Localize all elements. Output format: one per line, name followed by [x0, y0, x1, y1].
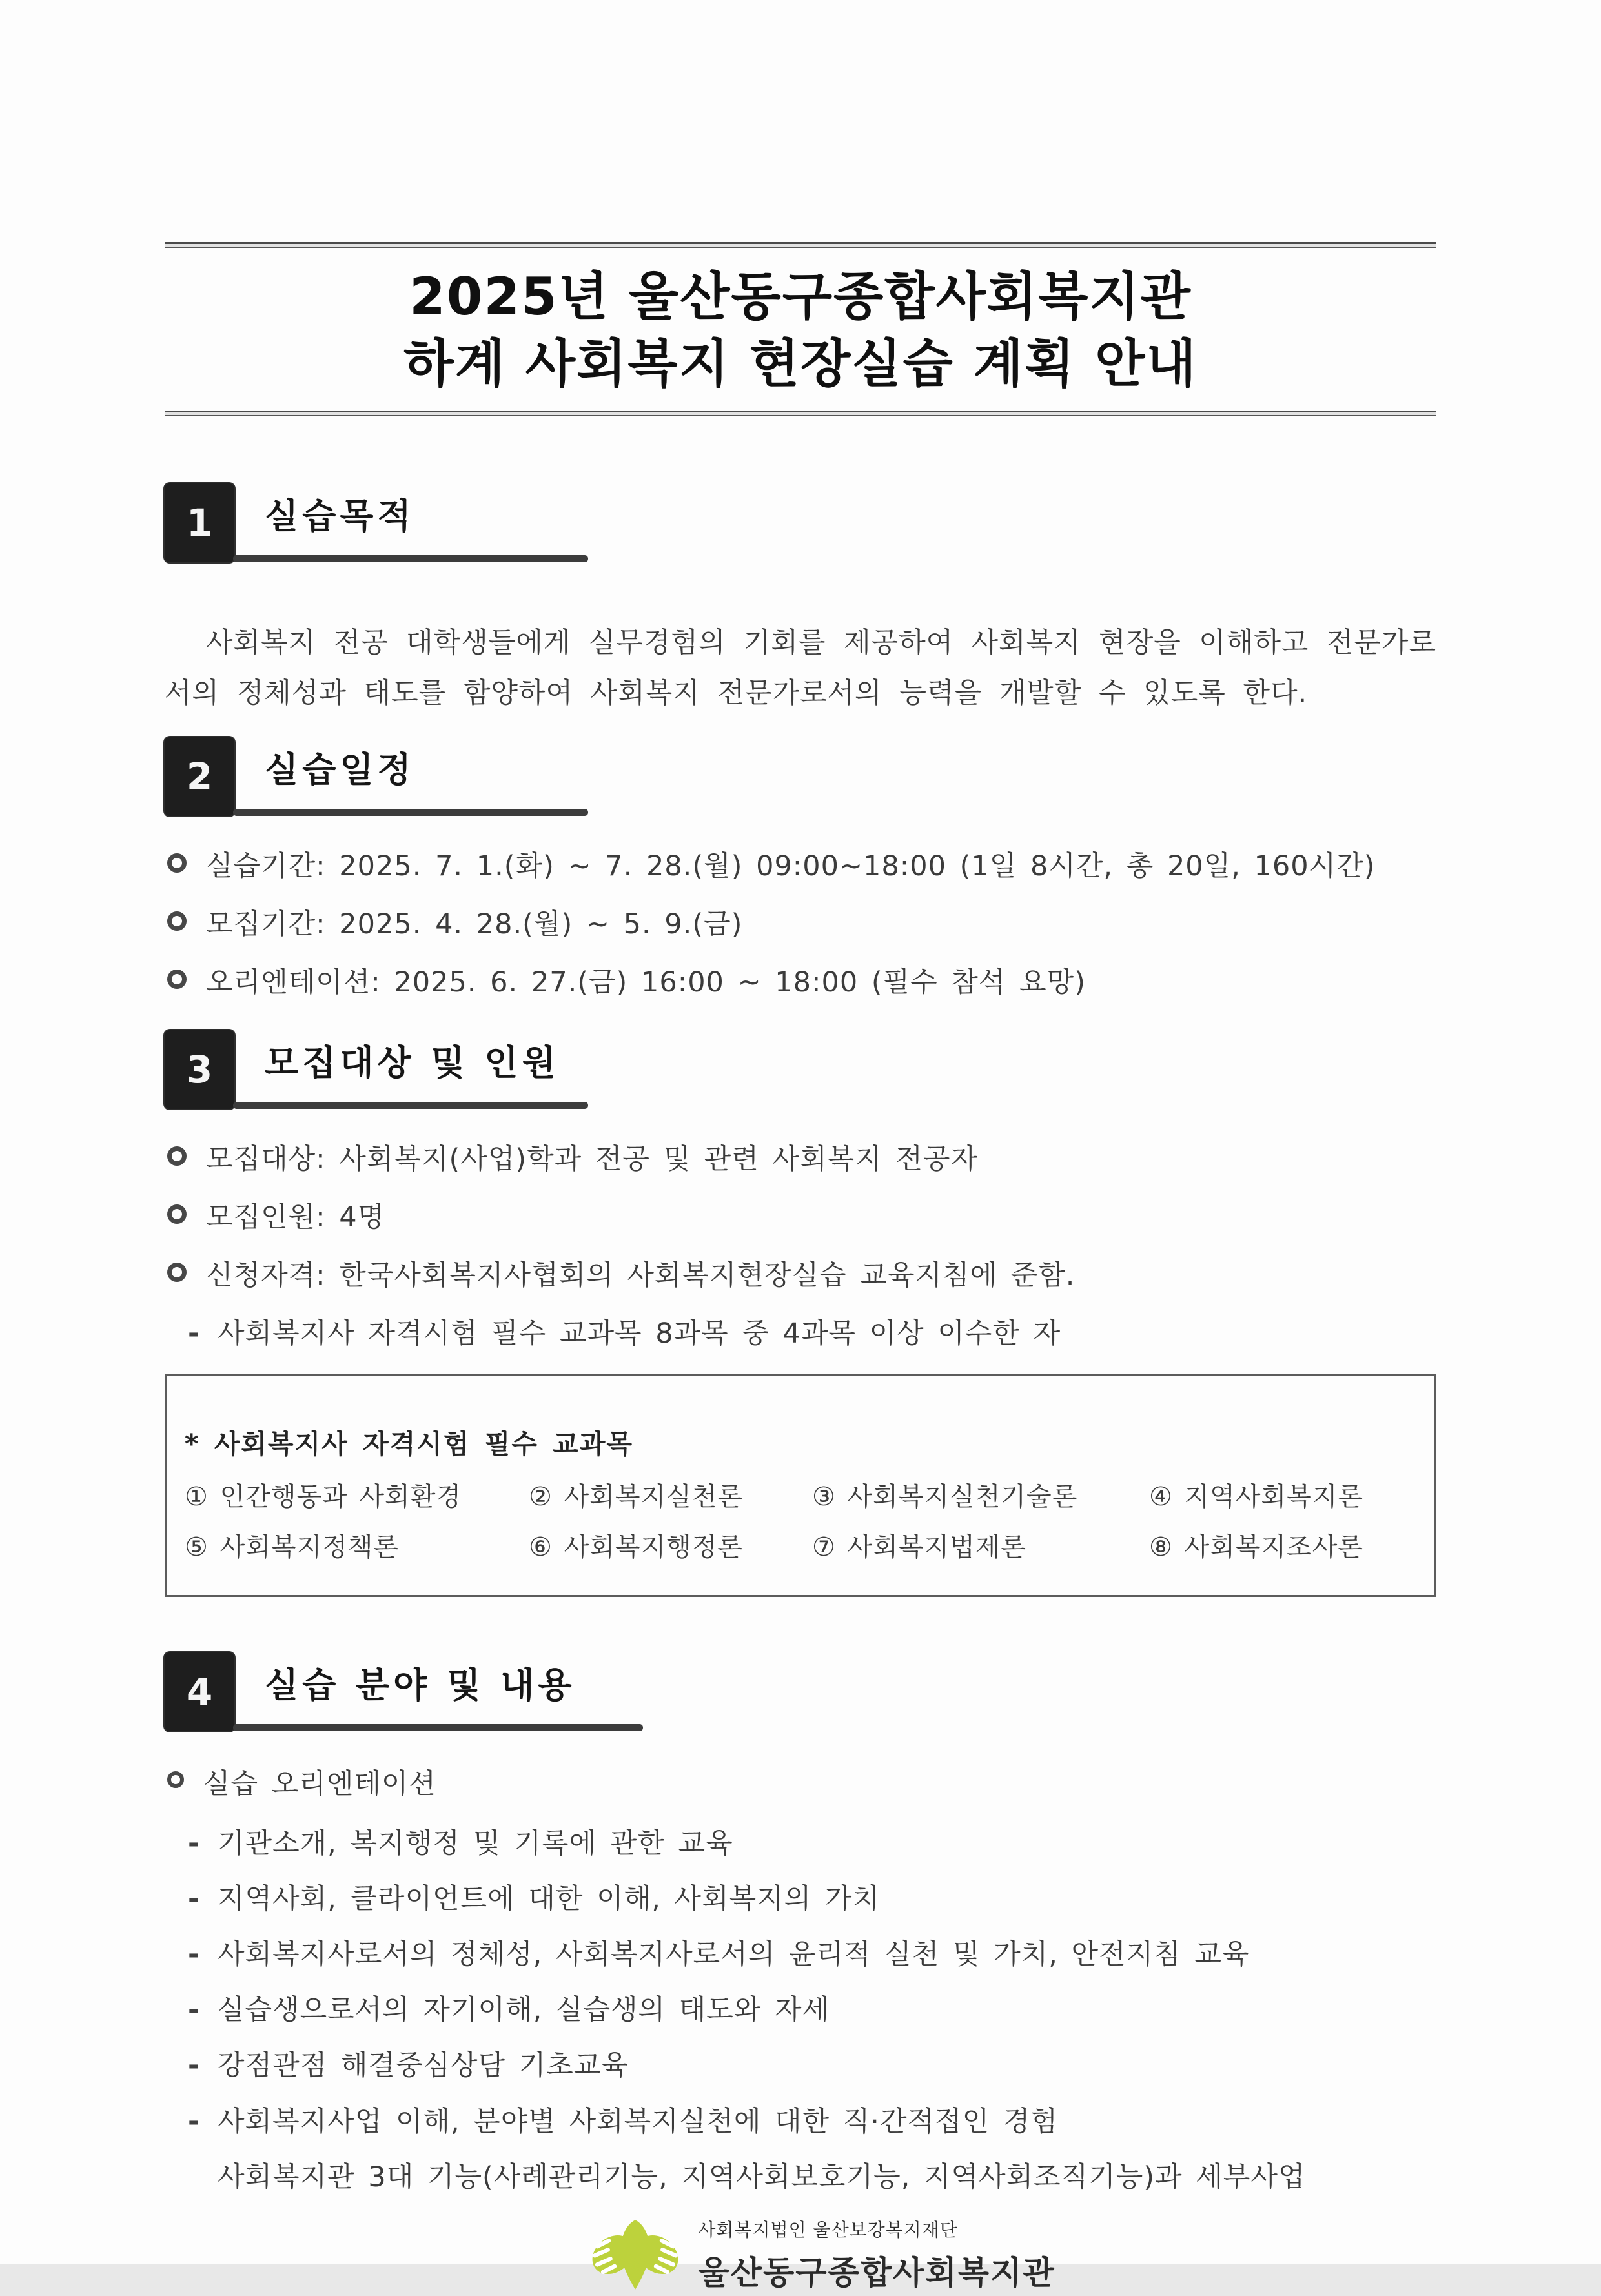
- list-item: [165, 851, 1436, 882]
- circle-bullet-icon: [167, 1771, 184, 1788]
- section-3-heading: 모집대상 및 인원: [265, 1042, 560, 1083]
- list-item: [165, 1144, 1436, 1175]
- circle-bullet-icon: [167, 1263, 187, 1282]
- section-4-heading: 실습 분야 및 내용: [265, 1664, 576, 1705]
- circle-bullet-icon: [167, 970, 187, 989]
- detail-item-text: 지역사회, 클라이언트에 대한 이해, 사회복지의 가치: [218, 1882, 880, 1915]
- course-box-title: * 사회복지사 자격시험 필수 교과목: [185, 1428, 634, 1459]
- list-sub-item: [165, 1318, 1436, 1349]
- circle-bullet-icon: [167, 853, 187, 873]
- detail-item-text: 사회복지사로서의 정체성, 사회복지사로서의 윤리적 실천 및 가치, 안전지침 교육: [218, 1938, 1250, 1971]
- purpose-paragraph: 사회복지 전공 대학생들에게 실무경험의 기회를 제공하여 사회복지 현장을 이해하고 전문가로서의 정체성과 태도를 함양하여 사회복지 전문가로서의 능력을 개발할 수 있도록 한다.: [165, 627, 1436, 710]
- recruit-item-text: 모집인원: 4명: [206, 1201, 385, 1234]
- course-grid: [185, 1483, 1416, 1561]
- title-block: [165, 242, 1436, 416]
- document-title: [165, 248, 1436, 411]
- list-item: [165, 2050, 1436, 2081]
- document-title-line1: 2025년 울산동구종합사회복지관: [409, 267, 1192, 327]
- schedule-list: [165, 851, 1436, 998]
- foundation-name: 사회복지법인 울산보강복지재단: [698, 2219, 958, 2240]
- center-name: 울산동구종합사회복지관: [698, 2253, 1055, 2291]
- list-item: [165, 2106, 1436, 2137]
- section-3-number-badge: 3: [165, 1030, 234, 1109]
- detail-item-text: 기관소개, 복지행정 및 기록에 관한 교육: [218, 1827, 733, 1860]
- detail-item-text: 실습생으로서의 자기이해, 실습생의 태도와 자세: [218, 1994, 830, 2027]
- list-item: [165, 909, 1436, 940]
- section-1-heading: 실습목적: [265, 496, 415, 536]
- section-2-underline: [233, 809, 588, 816]
- detail-item-text: 사회복지사업 이해, 분야별 사회복지실천에 대한 직·간적접인 경험: [218, 2105, 1058, 2138]
- footer-text-block: [698, 2216, 1055, 2293]
- list-item: [165, 1884, 1436, 1915]
- course-item: ② 사회복지실천론: [529, 1481, 744, 1512]
- detail-item-text: 강점관점 해결중심상담 기초교육: [218, 2049, 629, 2082]
- dash-bullet: -: [188, 1317, 200, 1350]
- course-item: ⑤ 사회복지정책론: [185, 1532, 400, 1562]
- orientation-lead-text: 실습 오리엔테이션: [203, 1767, 436, 1800]
- course-item: ④ 지역사회복지론: [1149, 1481, 1364, 1512]
- title-top-rule: [165, 242, 1436, 248]
- recruit-list: [165, 1144, 1436, 1350]
- section-1-number-badge: 1: [165, 483, 234, 562]
- dash-bullet: -: [188, 1994, 200, 2027]
- list-item: [165, 1995, 1436, 2026]
- detail-continuation-text: 사회복지관 3대 기능(사례관리기능, 지역사회보호기능, 지역사회조직기능)과 세부사업: [218, 2160, 1306, 2193]
- recruit-item-text: 신청자격: 한국사회복지사협회의 사회복지현장실습 교육지침에 준함.: [206, 1259, 1076, 1292]
- orientation-lead-item: [165, 1769, 1436, 1800]
- orientation-detail-list: [165, 1828, 1436, 2193]
- course-item: ⑥ 사회복지행정론: [529, 1532, 744, 1562]
- schedule-item-text: 오리엔테이션: 2025. 6. 27.(금) 16:00 ~ 18:00 (필수 참석 요망): [206, 966, 1086, 999]
- schedule-item-text: 모집기간: 2025. 4. 28.(월) ~ 5. 9.(금): [206, 908, 743, 940]
- circle-bullet-icon: [167, 911, 187, 931]
- required-courses-box: [165, 1374, 1436, 1597]
- circle-bullet-icon: [167, 1204, 187, 1224]
- section-4-number-badge: 4: [165, 1652, 234, 1731]
- list-item: [165, 967, 1436, 998]
- list-item: [165, 1939, 1436, 1970]
- list-item: [165, 1202, 1436, 1233]
- course-item: ① 인간행동과 사회환경: [185, 1481, 462, 1512]
- schedule-item-text: 실습기간: 2025. 7. 1.(화) ~ 7. 28.(월) 09:00~18:00 (1일 8시간, 총 20일, 160시간): [206, 849, 1376, 882]
- section-1-underline: [233, 555, 588, 562]
- dash-bullet: -: [188, 1938, 200, 1971]
- footer: [203, 2213, 1436, 2296]
- section-4-underline: [233, 1724, 643, 1731]
- list-item: [165, 1828, 1436, 1859]
- course-item: ⑧ 사회복지조사론: [1149, 1532, 1364, 1562]
- org-logo-heart-icon: [584, 2213, 686, 2296]
- course-item: ⑦ 사회복지법제론: [812, 1532, 1027, 1562]
- dash-bullet: -: [188, 2105, 200, 2138]
- dash-bullet: -: [188, 1882, 200, 1915]
- circle-bullet-icon: [167, 1146, 187, 1166]
- section-2-number-badge: 2: [165, 737, 234, 816]
- section-2-header: [165, 737, 1436, 817]
- recruit-item-text: 모집대상: 사회복지(사업)학과 전공 및 관련 사회복지 전공자: [206, 1143, 978, 1175]
- document-title-line2: 하계 사회복지 현장실습 계획 안내: [403, 334, 1198, 394]
- section-4-header: [165, 1652, 1436, 1732]
- title-bottom-rule: [165, 411, 1436, 416]
- section-2-heading: 실습일정: [265, 749, 415, 790]
- section-3-underline: [233, 1102, 588, 1109]
- dash-bullet: -: [188, 1827, 200, 1860]
- course-item: ③ 사회복지실천기술론: [812, 1481, 1078, 1512]
- list-item: [165, 1260, 1436, 1291]
- recruit-subitem-text: 사회복지사 자격시험 필수 교과목 8과목 중 4과목 이상 이수한 자: [218, 1317, 1061, 1350]
- section-3-header: [165, 1030, 1436, 1110]
- dash-bullet: -: [188, 2049, 200, 2082]
- section-1-header: [165, 483, 1436, 564]
